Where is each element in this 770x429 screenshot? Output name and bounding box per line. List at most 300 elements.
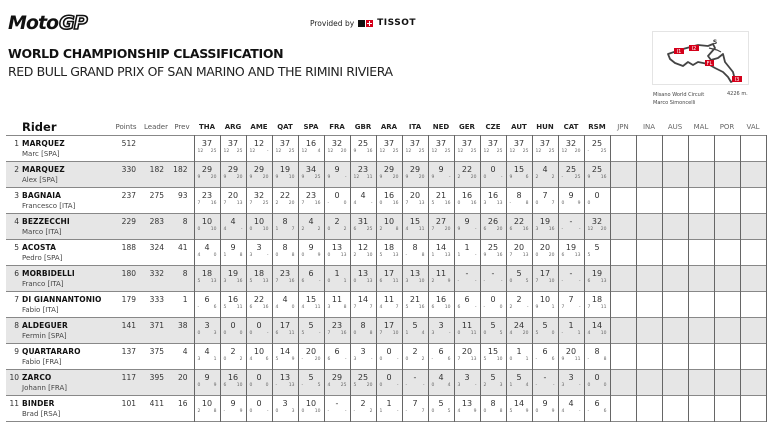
race-points: 2: [343, 226, 347, 232]
race-points: -: [266, 330, 269, 336]
sprint-points: 5: [483, 356, 487, 362]
sprint-points: -: [561, 330, 564, 336]
race-total-points: 25: [357, 138, 369, 148]
sprint-points: 0: [535, 408, 539, 414]
race-cell-aus: [662, 291, 688, 317]
header-race-aus[interactable]: AUS: [667, 123, 683, 132]
header-race-jpn[interactable]: JPN: [617, 123, 629, 132]
sprint-points: 3: [353, 356, 357, 362]
race-points: 16: [418, 304, 425, 310]
race-breakdown: [221, 175, 246, 180]
race-points: -: [578, 304, 581, 310]
race-cell-ina: [636, 343, 662, 369]
header-race-qat[interactable]: QAT: [277, 123, 293, 132]
race-points: 4: [317, 148, 321, 154]
header-prev[interactable]: Prev: [174, 123, 190, 132]
race-cell-rsm: [584, 213, 610, 239]
table-row[interactable]: [6, 135, 766, 161]
race-points: 11: [574, 356, 581, 362]
race-cell-fra: [324, 369, 350, 395]
header-race-cze[interactable]: CZE: [485, 123, 501, 132]
header-race-fra[interactable]: FRA: [329, 123, 345, 132]
sprint-points: 9: [275, 174, 279, 180]
sprint-points: 6: [587, 278, 591, 284]
sprint-points: 0: [301, 252, 305, 258]
header-race-ina[interactable]: INA: [642, 123, 656, 132]
race-total-points: 0: [490, 164, 496, 174]
race-breakdown: [559, 253, 584, 258]
race-points: 16: [600, 174, 607, 180]
sprint-points: 4: [275, 304, 279, 310]
race-cell-ger: [454, 187, 480, 213]
race-breakdown: [481, 201, 506, 206]
header-race-ned[interactable]: NED: [432, 123, 450, 132]
header-leader[interactable]: Leader: [143, 123, 168, 132]
rider-surname[interactable]: ALDEGUER: [22, 320, 68, 330]
sprint-points: 2: [301, 226, 305, 232]
race-breakdown: [585, 149, 610, 154]
race-breakdown: [221, 149, 246, 154]
race-breakdown: [351, 149, 376, 154]
race-cell-jpn: [610, 291, 636, 317]
sprint-points: 0: [483, 330, 487, 336]
race-breakdown: [533, 149, 558, 154]
race-cell-cze: [480, 317, 506, 343]
header-rider[interactable]: Rider: [22, 120, 57, 135]
race-cell-qat: [272, 161, 298, 187]
race-cell-ita: [402, 239, 428, 265]
race-cell-ame: [246, 265, 272, 291]
race-cell-ita: [402, 213, 428, 239]
race-total-points: 13: [461, 398, 473, 408]
sprint-points: 5: [197, 278, 201, 284]
race-points: -: [396, 382, 399, 388]
header-race-hun[interactable]: HUN: [536, 123, 554, 132]
race-points: 5: [499, 330, 503, 336]
race-points: -: [474, 252, 477, 258]
race-cell-ger: [454, 135, 480, 161]
rider-surname[interactable]: MARQUEZ: [22, 138, 65, 148]
rider-position: 1: [14, 138, 19, 148]
sprint-points: 12: [535, 148, 542, 154]
race-total-points: 6: [204, 294, 210, 304]
race-points: -: [448, 330, 451, 336]
race-cell-cat: [558, 187, 584, 213]
rider-points: 141: [121, 320, 136, 330]
rider-position: 4: [14, 216, 19, 226]
sponsor-line: [310, 18, 416, 28]
sprint-points: 7: [535, 278, 539, 284]
race-points: 25: [600, 148, 607, 154]
sprint-points: 5: [275, 356, 279, 362]
sector-i3-label: I3: [734, 77, 740, 83]
sprint-points: 12: [249, 148, 256, 154]
race-total-points: 3: [256, 242, 262, 252]
rider-surname[interactable]: MORBIDELLI: [22, 268, 75, 278]
race-breakdown: [195, 279, 220, 284]
sprint-points: -: [327, 408, 330, 414]
table-row[interactable]: [6, 291, 766, 317]
sprint-points: 12: [561, 148, 568, 154]
rider-surname[interactable]: DI GIANNANTONIO: [22, 294, 102, 304]
race-points: 20: [236, 174, 243, 180]
rider-cell[interactable]: [6, 265, 110, 291]
header-race-mal[interactable]: MAL: [693, 123, 709, 132]
rider-surname[interactable]: BEZZECCHI: [22, 216, 70, 226]
race-cell-ina: [636, 239, 662, 265]
race-points: 25: [522, 148, 529, 154]
race-total-points: 1: [334, 268, 340, 278]
race-cell-mal: [688, 317, 714, 343]
race-cell-arg: [220, 395, 246, 421]
rider-surname[interactable]: ZARCO: [22, 372, 52, 382]
race-cell-spa: [298, 135, 324, 161]
race-breakdown: [299, 201, 324, 206]
race-points: 8: [239, 252, 243, 258]
race-points: 4: [447, 382, 451, 388]
race-total-points: 26: [487, 216, 499, 226]
table-row[interactable]: [6, 161, 766, 187]
race-breakdown: [273, 383, 298, 388]
race-cell-por: [714, 369, 740, 395]
race-breakdown: [481, 227, 506, 232]
header-race-ara[interactable]: ARA: [380, 123, 398, 132]
sprint-points: 12: [223, 148, 230, 154]
race-total-points: 9: [230, 398, 236, 408]
table-row[interactable]: [6, 395, 766, 421]
race-breakdown: [403, 201, 428, 206]
race-cell-aut: [506, 239, 532, 265]
header-race-gbr[interactable]: GBR: [354, 123, 372, 132]
race-points: 16: [236, 278, 243, 284]
sprint-points: 4: [327, 382, 331, 388]
race-total-points: 2: [412, 346, 418, 356]
sprint-points: 6: [509, 226, 513, 232]
race-cell-spa: [298, 239, 324, 265]
rider-cell[interactable]: [6, 395, 110, 421]
race-cell-por: [714, 317, 740, 343]
race-total-points: 20: [513, 242, 525, 252]
race-cell-spa: [298, 369, 324, 395]
rider-surname[interactable]: QUARTARARO: [22, 346, 81, 356]
race-breakdown: [455, 175, 480, 180]
sprint-points: -: [301, 356, 304, 362]
table-row[interactable]: [6, 265, 766, 291]
race-cell-ina: [636, 135, 662, 161]
race-breakdown: [559, 279, 584, 284]
race-breakdown: [247, 253, 272, 258]
rider-leader: 411: [149, 398, 164, 408]
race-cell-hun: [532, 213, 558, 239]
race-points: 7: [551, 200, 555, 206]
rider-cell[interactable]: [6, 291, 110, 317]
rider-cell[interactable]: [6, 239, 110, 265]
sprint-points: 0: [431, 382, 435, 388]
race-total-points: 29: [383, 164, 395, 174]
race-total-points: 23: [201, 190, 213, 200]
race-points: -: [266, 252, 269, 258]
race-cell-hun: [532, 291, 558, 317]
sprint-points: 1: [405, 330, 409, 336]
race-cell-aus: [662, 369, 688, 395]
race-breakdown: [559, 149, 584, 154]
race-points: -: [266, 148, 269, 154]
header-race-tha[interactable]: THA: [198, 123, 216, 132]
race-points: 8: [525, 200, 529, 206]
race-total-points: -: [491, 268, 495, 278]
sprint-points: 7: [327, 330, 331, 336]
race-points: 8: [603, 356, 607, 362]
race-total-points: -: [413, 372, 417, 382]
race-breakdown: [403, 227, 428, 232]
rider-leader: 395: [149, 372, 164, 382]
race-total-points: 25: [591, 164, 603, 174]
header-race-por[interactable]: POR: [719, 123, 735, 132]
race-breakdown: [221, 409, 246, 414]
race-points: 13: [262, 278, 269, 284]
sprint-points: 12: [431, 148, 438, 154]
sprint-points: 5: [509, 408, 513, 414]
race-total-points: 25: [591, 138, 603, 148]
race-total-points: 4: [308, 216, 314, 226]
race-cell-mal: [688, 369, 714, 395]
rider-cell[interactable]: [6, 135, 110, 161]
table-row[interactable]: [6, 239, 766, 265]
race-points: 5: [447, 408, 451, 414]
race-breakdown: [299, 357, 324, 362]
race-points: 1: [343, 278, 347, 284]
rider-position: 2: [14, 164, 19, 174]
rider-firstname-nation: Franco [ITA]: [22, 279, 64, 288]
race-total-points: 20: [565, 346, 577, 356]
circuit-name: Misano World Circuit Marco Simoncelli: [653, 92, 705, 106]
rider-points: 512: [121, 138, 136, 148]
race-points: 25: [314, 174, 321, 180]
race-cell-mal: [688, 239, 714, 265]
header-race-ame[interactable]: AME: [250, 123, 268, 132]
race-cell-jpn: [610, 135, 636, 161]
race-total-points: 23: [357, 164, 369, 174]
race-total-points: 20: [305, 346, 317, 356]
race-breakdown: [325, 253, 350, 258]
rider-firstname-nation: Marco [ITA]: [22, 227, 62, 236]
sprint-points: 1: [379, 408, 383, 414]
race-breakdown: [559, 305, 584, 310]
race-breakdown: [351, 201, 376, 206]
race-cell-val: [740, 213, 766, 239]
sprint-points: -: [353, 408, 356, 414]
race-points: -: [474, 278, 477, 284]
race-breakdown: [585, 383, 610, 388]
sprint-points: 7: [301, 200, 305, 206]
race-points: 25: [496, 148, 503, 154]
race-cell-qat: [272, 291, 298, 317]
rider-cell[interactable]: [6, 213, 110, 239]
race-points: 13: [210, 278, 217, 284]
race-points: -: [500, 278, 503, 284]
rider-cell[interactable]: [6, 187, 110, 213]
race-total-points: 1: [568, 320, 574, 330]
race-breakdown: [481, 357, 506, 362]
race-cell-ame: [246, 135, 272, 161]
table-row[interactable]: [6, 317, 766, 343]
sprint-points: 6: [561, 252, 565, 258]
table-row[interactable]: [6, 213, 766, 239]
race-cell-tha: [194, 395, 220, 421]
sprint-points: 0: [275, 252, 279, 258]
race-breakdown: [533, 253, 558, 258]
race-total-points: 9: [204, 372, 210, 382]
header-race-spa[interactable]: SPA: [303, 123, 319, 132]
sprint-points: 5: [353, 382, 357, 388]
rider-cell[interactable]: [6, 317, 110, 343]
race-total-points: 14: [279, 346, 291, 356]
rider-cell[interactable]: [6, 343, 110, 369]
race-total-points: 17: [279, 320, 291, 330]
race-cell-ara: [376, 343, 402, 369]
race-points: -: [474, 304, 477, 310]
rider-firstname-nation: Fabio [ITA]: [22, 305, 59, 314]
race-cell-ned: [428, 161, 454, 187]
header-race-rsm[interactable]: RSM: [588, 123, 606, 132]
race-total-points: 10: [253, 216, 265, 226]
sprint-points: 2: [483, 382, 487, 388]
race-breakdown: [455, 305, 480, 310]
race-points: 7: [421, 408, 425, 414]
race-cell-gbr: [350, 135, 376, 161]
race-breakdown: [299, 305, 324, 310]
rider-position: 9: [14, 346, 19, 356]
race-total-points: 0: [490, 294, 496, 304]
race-total-points: 25: [357, 372, 369, 382]
rider-surname[interactable]: MARQUEZ: [22, 164, 65, 174]
race-breakdown: [377, 149, 402, 154]
sprint-points: 9: [405, 174, 409, 180]
rider-cell[interactable]: [6, 161, 110, 187]
race-total-points: 16: [487, 190, 499, 200]
sprint-points: 12: [457, 148, 464, 154]
race-cell-gbr: [350, 213, 376, 239]
rider-cell[interactable]: [6, 369, 110, 395]
race-cell-ara: [376, 317, 402, 343]
rider-points: 229: [121, 216, 136, 226]
race-points: 8: [499, 408, 503, 414]
rider-prev: 8: [182, 216, 188, 226]
race-breakdown: [325, 305, 350, 310]
sprint-points: 5: [249, 278, 253, 284]
table-row[interactable]: [6, 187, 766, 213]
race-cell-spa: [298, 187, 324, 213]
race-points: -: [344, 408, 347, 414]
sprint-points: 12: [197, 148, 204, 154]
race-cell-cat: [558, 291, 584, 317]
sprint-points: 0: [249, 382, 253, 388]
rider-surname[interactable]: BAGNAIA: [22, 190, 62, 200]
rider-surname[interactable]: BINDER: [22, 398, 55, 408]
sprint-points: 4: [223, 226, 227, 232]
race-cell-fra: [324, 395, 350, 421]
table-row[interactable]: [6, 343, 766, 369]
race-cell-fra: [324, 291, 350, 317]
race-points: 13: [444, 252, 451, 258]
race-breakdown: [377, 383, 402, 388]
race-total-points: 6: [438, 346, 444, 356]
race-points: 2: [239, 356, 243, 362]
race-points: 2: [317, 226, 321, 232]
race-cell-ned: [428, 369, 454, 395]
race-cell-mal: [688, 161, 714, 187]
sprint-points: 2: [509, 304, 513, 310]
race-breakdown: [585, 357, 610, 362]
race-total-points: 32: [253, 190, 265, 200]
race-cell-cat: [558, 161, 584, 187]
race-total-points: 6: [334, 346, 340, 356]
race-cell-mal: [688, 135, 714, 161]
race-total-points: 10: [201, 398, 213, 408]
race-cell-hun: [532, 161, 558, 187]
race-total-points: 5: [490, 320, 496, 330]
header-race-val[interactable]: VAL: [746, 123, 760, 132]
sprint-points: 3: [223, 278, 227, 284]
header-race-arg[interactable]: ARG: [224, 123, 242, 132]
rider-leader: 283: [149, 216, 164, 226]
race-total-points: 13: [357, 268, 369, 278]
table-row[interactable]: [6, 369, 766, 395]
rider-prev: 93: [177, 190, 188, 200]
race-total-points: 23: [305, 190, 317, 200]
sprint-points: 9: [457, 226, 461, 232]
race-cell-ita: [402, 317, 428, 343]
race-breakdown: [585, 201, 610, 206]
race-points: 20: [574, 148, 581, 154]
sprint-points: 7: [561, 304, 565, 310]
race-total-points: 17: [383, 320, 395, 330]
race-breakdown: [559, 383, 584, 388]
rider-points: 101: [121, 398, 136, 408]
race-cell-cat: [558, 213, 584, 239]
race-breakdown: [351, 305, 376, 310]
sprint-points: 0: [197, 226, 201, 232]
header-race-aut[interactable]: AUT: [511, 123, 527, 132]
race-breakdown: [507, 227, 532, 232]
header-race-cat[interactable]: CAT: [563, 123, 579, 132]
race-total-points: 7: [542, 190, 548, 200]
sprint-points: 12: [327, 148, 334, 154]
race-total-points: 2: [360, 398, 366, 408]
race-total-points: 5: [542, 320, 548, 330]
race-cell-ina: [636, 213, 662, 239]
race-total-points: 20: [409, 190, 421, 200]
race-points: 0: [603, 382, 607, 388]
header-race-ger[interactable]: GER: [459, 123, 475, 132]
rider-surname[interactable]: ACOSTA: [22, 242, 57, 252]
race-cell-qat: [272, 187, 298, 213]
race-points: 25: [548, 148, 555, 154]
header-points[interactable]: Points: [115, 123, 137, 132]
race-total-points: 37: [487, 138, 499, 148]
rider-points: 237: [121, 190, 136, 200]
race-cell-fra: [324, 265, 350, 291]
race-cell-ame: [246, 291, 272, 317]
header-race-ita[interactable]: ITA: [408, 123, 422, 132]
race-points: 9: [577, 200, 581, 206]
race-points: 10: [496, 356, 503, 362]
race-cell-arg: [220, 213, 246, 239]
race-cell-por: [714, 343, 740, 369]
race-breakdown: [559, 175, 584, 180]
race-breakdown: [455, 279, 480, 284]
race-total-points: 4: [438, 372, 444, 382]
